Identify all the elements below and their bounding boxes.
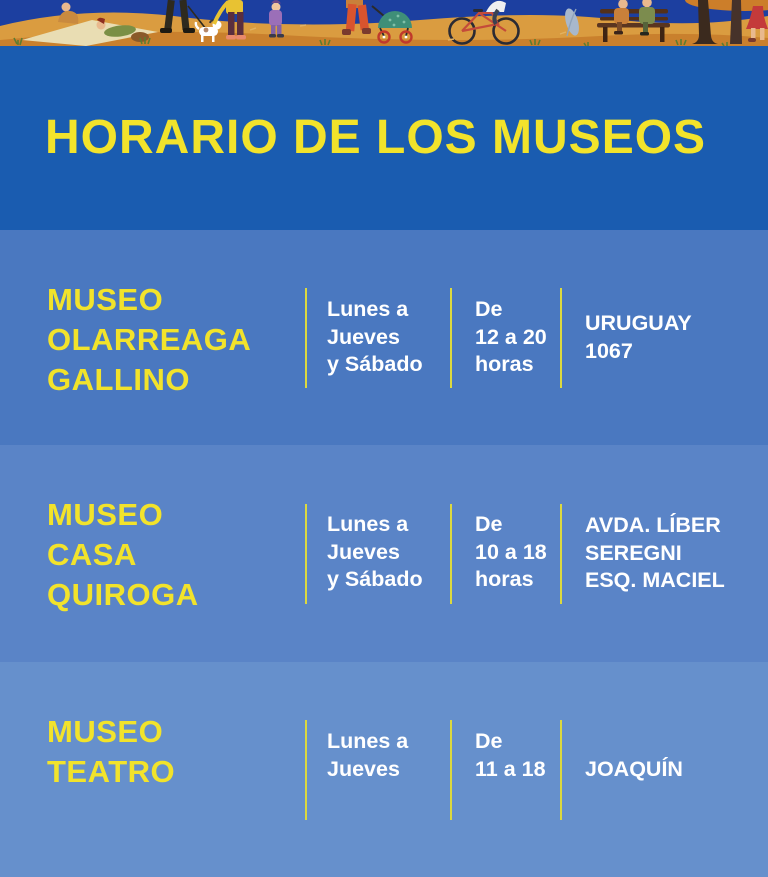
days-line: Lunes a <box>327 512 409 536</box>
museum-row-olarreaga <box>0 230 768 445</box>
museum-address <box>562 445 768 662</box>
hours-line: 12 a 20 <box>475 324 547 349</box>
hours-line: horas <box>475 352 534 376</box>
title-banner <box>0 46 768 230</box>
museum-name-line: QUIROGA <box>47 577 199 612</box>
hours-line: De <box>475 512 503 536</box>
hours-line: 10 a 18 <box>475 539 547 564</box>
museum-name <box>0 230 305 445</box>
museum-hours <box>452 230 560 445</box>
address-line: URUGUAY <box>585 311 692 335</box>
museum-name-line: OLARREAGA <box>47 322 252 357</box>
museum-row-teatro <box>0 662 768 877</box>
poster-title: HORARIO DE LOS MUSEOS <box>45 111 707 164</box>
address-line: 1067 <box>585 338 633 363</box>
days-line: Jueves <box>327 756 400 781</box>
museum-days <box>307 662 450 877</box>
hours-line: De <box>475 297 503 321</box>
address-line: SEREGNI <box>585 540 682 565</box>
museum-days <box>307 230 450 445</box>
museum-name-line: MUSEO <box>47 714 164 749</box>
days-line: Lunes a <box>327 297 409 321</box>
museum-name-line: TEATRO <box>47 754 176 789</box>
museum-name-line: GALLINO <box>47 362 190 397</box>
museum-hours <box>452 662 560 877</box>
museum-address <box>562 662 768 877</box>
museum-name <box>0 662 305 877</box>
days-line: y Sábado <box>327 567 423 591</box>
museum-name-line: MUSEO <box>47 497 164 532</box>
hours-line: 11 a 18 <box>475 756 546 781</box>
museum-days <box>307 445 450 662</box>
hours-line: horas <box>475 567 534 591</box>
address-line: AVDA. LÍBER <box>585 513 721 538</box>
days-line: Lunes a <box>327 729 409 753</box>
museum-name <box>0 445 305 662</box>
days-line: y Sábado <box>327 352 423 376</box>
days-line: Jueves <box>327 539 400 564</box>
museum-name-line: MUSEO <box>47 282 164 317</box>
address-line: JOAQUÍN <box>585 756 683 781</box>
days-line: Jueves <box>327 324 400 349</box>
museum-address <box>562 230 768 445</box>
museum-name-line: CASA <box>47 537 137 572</box>
park-scene-illustration <box>0 0 768 46</box>
museum-row-quiroga <box>0 445 768 662</box>
address-line: ESQ. MACIEL <box>585 568 725 593</box>
hours-line: De <box>475 729 503 753</box>
museum-hours <box>452 445 560 662</box>
